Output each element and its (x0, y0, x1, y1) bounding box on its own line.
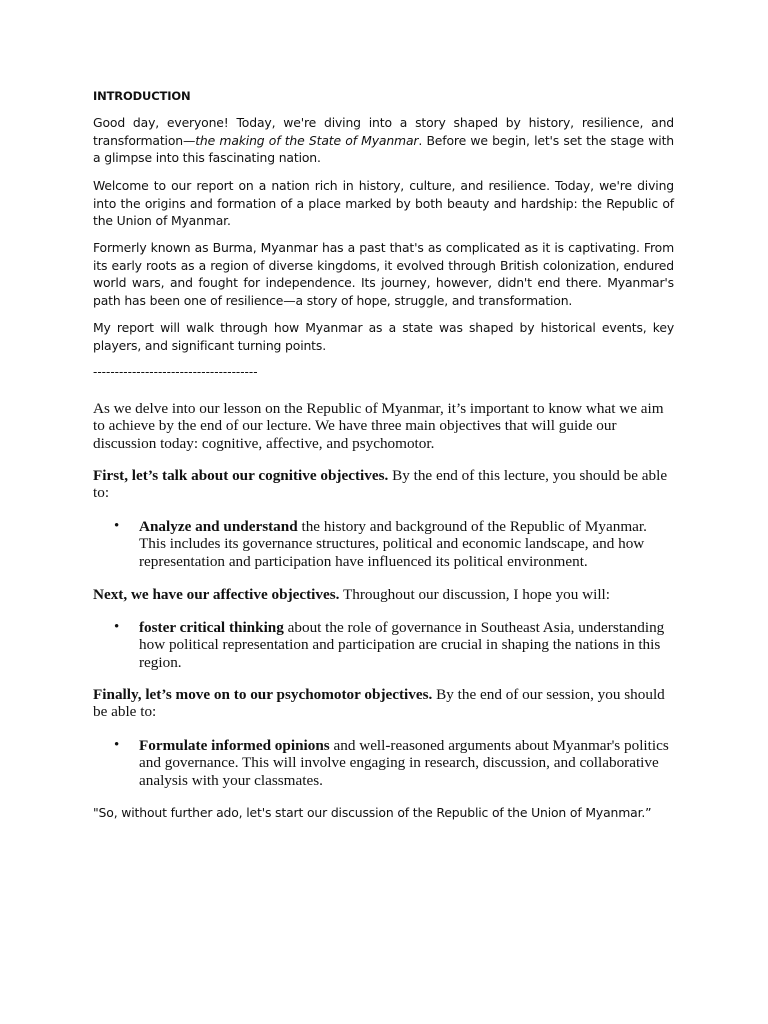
intro-p1-text: Good day, everyone! Today, we're diving into a story shaped by history, resilience, and transformation— (93, 115, 674, 148)
affective-objective-list (0, 619, 674, 671)
affective-lead: Next, we have our affective objectives. (93, 586, 340, 603)
cognitive-objective-list (0, 518, 674, 570)
intro-paragraph-2: Welcome to our report on a nation rich in history, culture, and resilience. Today, we're diving into the origins and formation of a place marked by both beauty and hardship: the Republic of the Union of Myanmar. (93, 178, 674, 229)
closing-quote: "So, without further ado, let's start our discussion of the Republic of the Union of Myanmar.” (93, 805, 652, 820)
list-item (0, 619, 674, 671)
objective-text: about the role of governance in Southeast Asia, understanding how political representation and participation are crucial in shaping the nations in this region. (139, 619, 665, 671)
objective-bold-text: Analyze and understand (139, 518, 298, 535)
cognitive-rest: By the end of this lecture, you should be able to: (93, 467, 668, 502)
list-item (0, 737, 674, 789)
objective-bold-text: foster critical thinking (139, 619, 284, 636)
cognitive-objectives-intro (93, 467, 668, 502)
cognitive-lead: First, let’s talk about our cognitive objectives. (93, 467, 389, 484)
list-item (0, 518, 674, 570)
psychomotor-lead: Finally, let’s move on to our psychomotor objectives. (93, 686, 433, 703)
psychomotor-objectives-intro (93, 686, 668, 721)
intro-paragraph-1 (93, 114, 674, 167)
separator-line: -------------------------------------- (93, 365, 258, 379)
intro-paragraph-4: My report will walk through how Myanmar as a state was shaped by historical events, key players, and significant turning points. (93, 320, 674, 353)
affective-objectives-intro (93, 586, 668, 603)
section-heading: INTRODUCTION (93, 89, 191, 103)
affective-rest: Throughout our discussion, I hope you will: (339, 586, 610, 603)
psychomotor-rest: By the end of our session, you should be able to: (93, 686, 665, 721)
lesson-opening-paragraph: As we delve into our lesson on the Republic of Myanmar, it’s important to know what we aim to achieve by the end of our lecture. We have three main objectives that will guide our discussion today: cognitive, affective, and psychomotor. (93, 400, 664, 452)
bullet-icon: • (114, 518, 120, 534)
intro-paragraph-3: Formerly known as Burma, Myanmar has a past that's as complicated as it is captivating. From its early roots as a region of diverse kingdoms, it evolved through British colonization, endured world wars, and fought for independence. Its journey, however, didn't end there. Myanmar's path has been one of resilience—a story of hope, struggle, and transformation. (93, 240, 674, 308)
objective-text: the history and background of the Republic of Myanmar. This includes its governance structures, political and economic landscape, and how representation and participation have influenced its political environment. (139, 518, 647, 570)
intro-p1-text-end: . Before we begin, let's set the stage with a glimpse into this fascinating nation. (93, 132, 674, 166)
intro-p1-italic: the making of the State of Myanmar (195, 132, 419, 148)
objective-text: and well-reasoned arguments about Myanmar's politics and governance. This will involve engaging in research, discussion, and collaborative analysis with your classmates. (139, 737, 669, 789)
bullet-icon: • (114, 737, 120, 753)
psychomotor-objective-list (0, 737, 674, 789)
objective-bold-text: Formulate informed opinions (139, 737, 330, 754)
bullet-icon: • (114, 619, 120, 635)
